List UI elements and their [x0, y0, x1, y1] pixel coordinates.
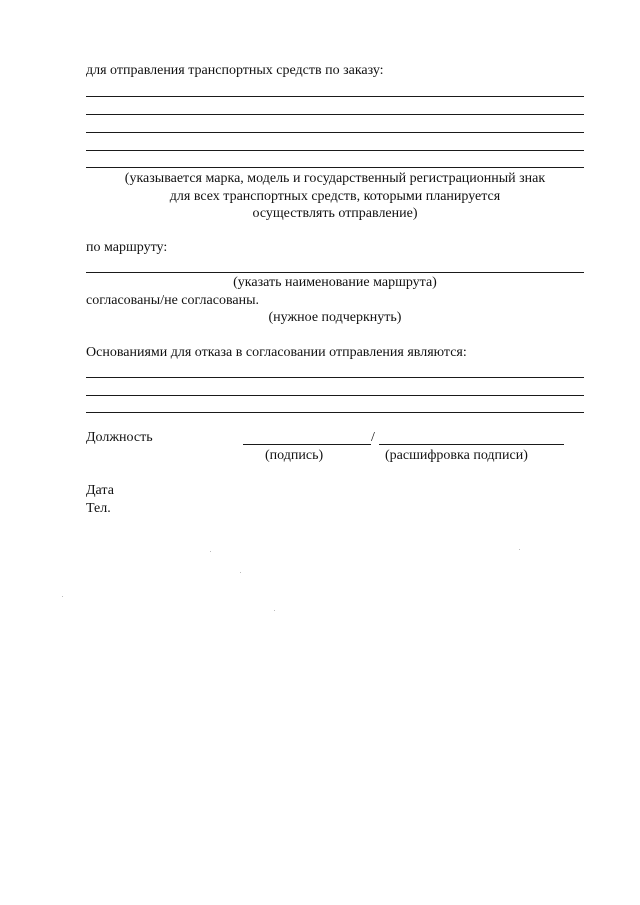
vehicles-line-3 [86, 132, 584, 133]
scan-speck [240, 572, 241, 573]
date-label: Дата [86, 483, 114, 498]
route-label: по маршруту: [86, 240, 168, 255]
vehicles-note-line-3: осуществлять отправление) [252, 206, 418, 221]
vehicles-line-2 [86, 114, 584, 115]
vehicles-note-line-1: (указывается марка, модель и государственный регистрационный знак [124, 171, 546, 186]
vehicles-label: для отправления транспортных средств по заказу: [86, 63, 384, 78]
vehicles-line-1 [86, 96, 584, 97]
refusal-label: Основаниями для отказа в согласовании отправления являются: [86, 345, 467, 360]
scan-speck [519, 549, 520, 550]
phone-label: Тел. [86, 501, 111, 516]
route-status: согласованы/не согласованы. [86, 293, 259, 308]
scan-speck [210, 551, 211, 552]
underline-hint: (нужное подчеркнуть) [268, 310, 402, 325]
scan-speck [62, 596, 63, 597]
decode-line [379, 444, 564, 445]
vehicles-line-4 [86, 150, 584, 151]
route-line [86, 272, 584, 273]
signature-caption: (подпись) [265, 448, 324, 463]
vehicles-note-line-2: для всех транспортных средств, которыми планируется [169, 189, 501, 204]
vehicles-line-5 [86, 167, 584, 168]
scan-speck [274, 610, 275, 611]
refusal-line-1 [86, 377, 584, 378]
refusal-line-2 [86, 395, 584, 396]
decode-caption: (расшифровка подписи) [385, 448, 528, 463]
position-label: Должность [86, 430, 153, 445]
signature-separator: / [371, 430, 375, 445]
route-hint: (указать наименование маршрута) [233, 275, 437, 290]
refusal-line-3 [86, 412, 584, 413]
signature-line [243, 444, 371, 445]
